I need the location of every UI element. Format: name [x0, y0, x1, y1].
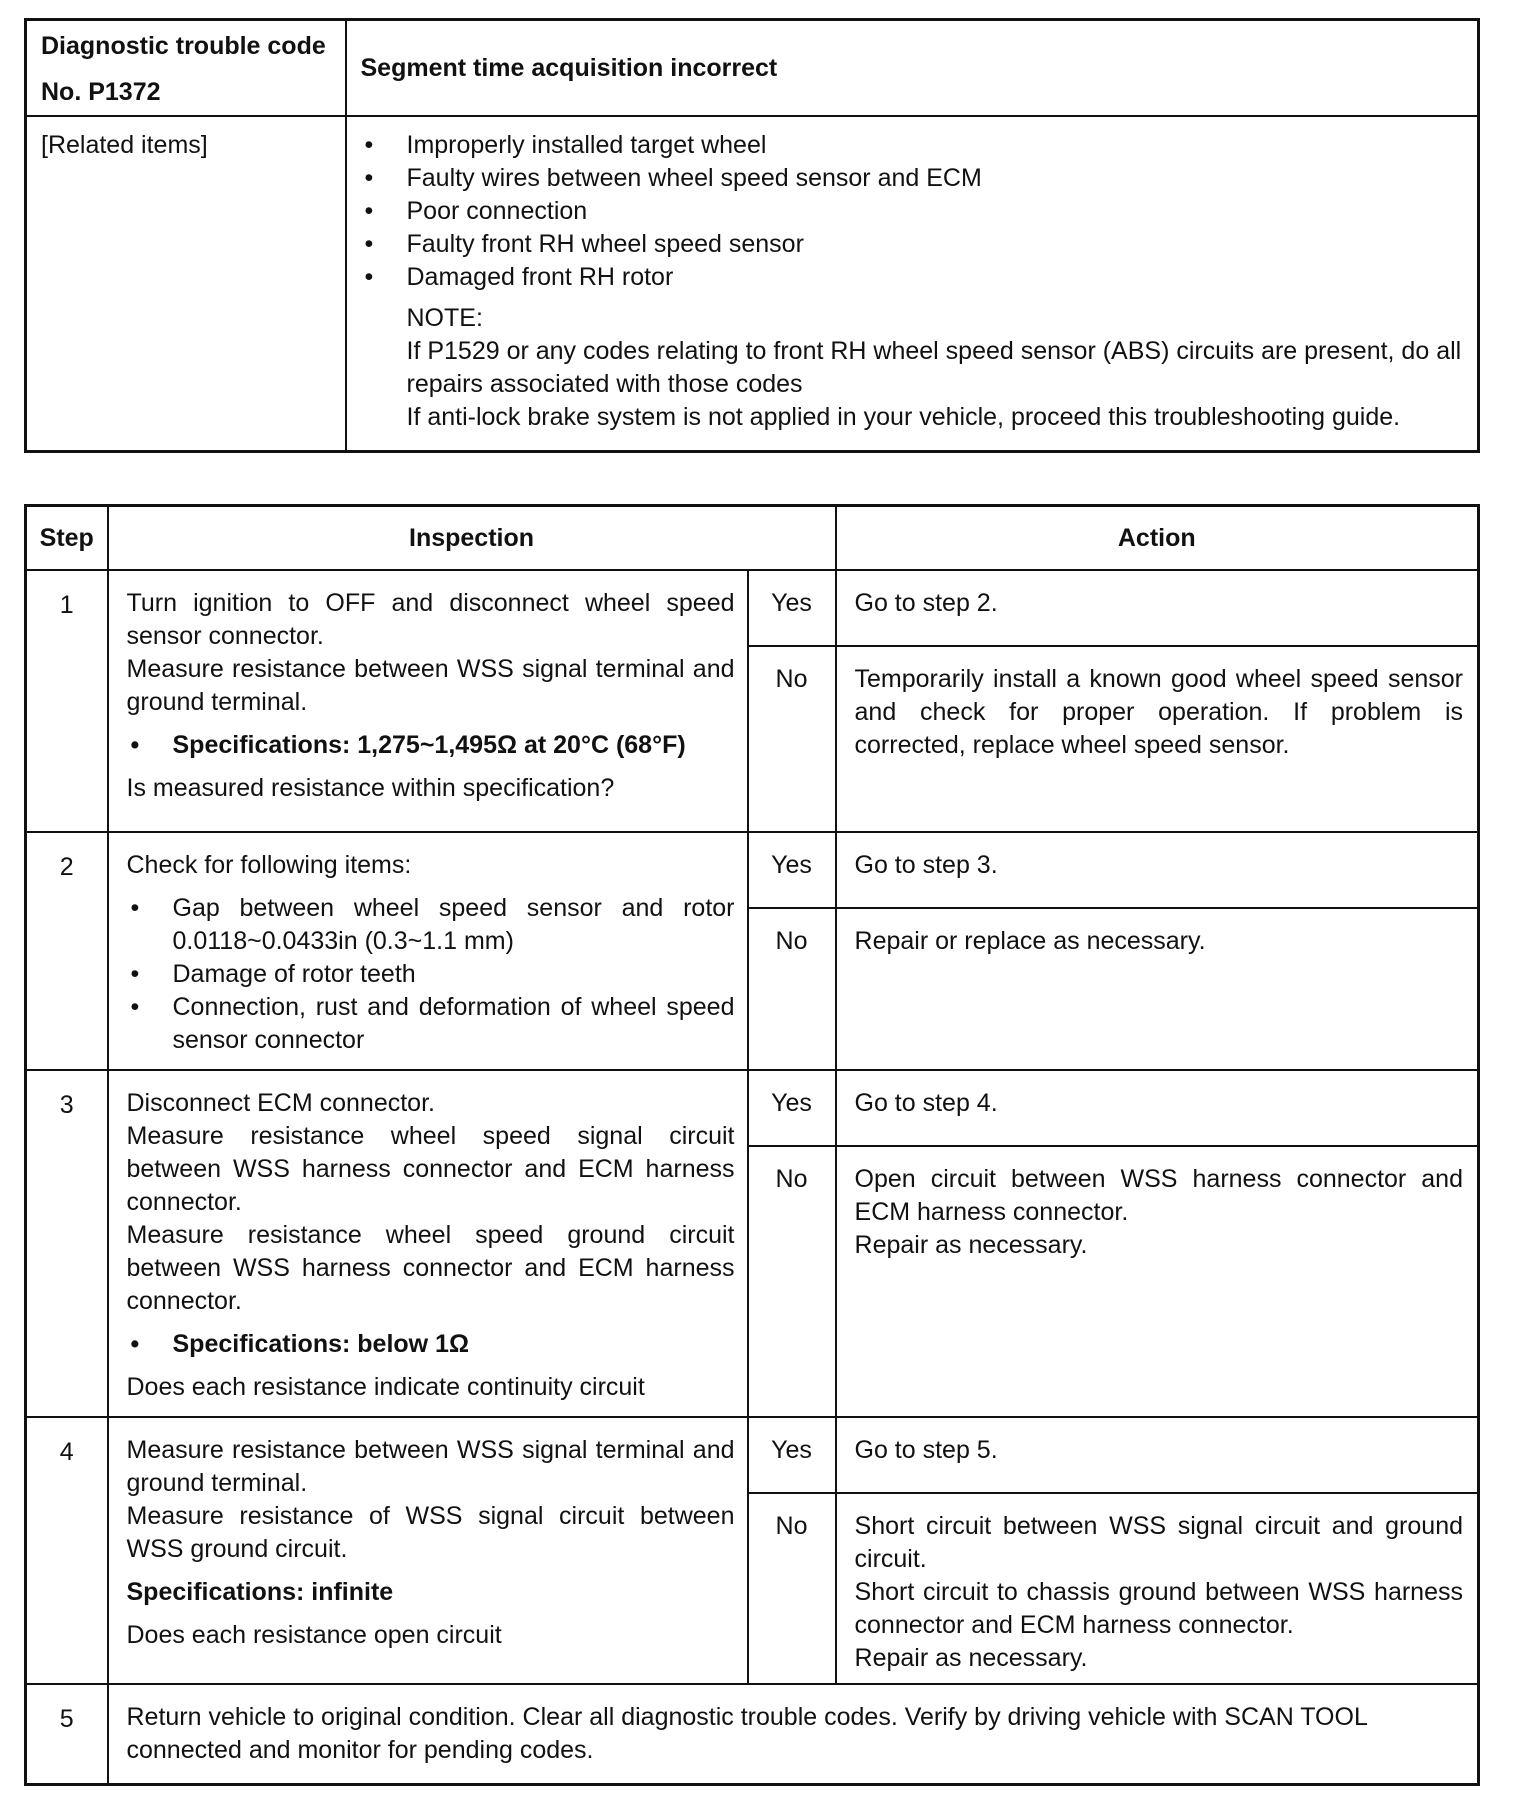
no-action: Temporarily install a known good wheel speed sensor and check for proper operation. If problem is corrected, replace wheel speed sensor.: [836, 646, 1479, 832]
no-action-line: Repair as necessary.: [854, 1644, 1088, 1672]
inspection-line: Check for following items:: [126, 851, 412, 879]
troubleshooting-steps-table: [24, 504, 1480, 1786]
yes-action: Go to step 5.: [836, 1417, 1479, 1493]
check-item: • Gap between wheel speed sensor and rotor 0.0118~0.0433in (0.3~1.1 mm): [127, 892, 735, 958]
table-row: [26, 1070, 1479, 1146]
related-item: • Faulty front RH wheel speed sensor: [361, 228, 1464, 261]
final-step-text: Return vehicle to original condition. Clear all diagnostic trouble codes. Verify by driving vehicle with SCAN TOOL connected and monitor for pending codes.: [108, 1684, 1479, 1785]
note-title: NOTE:: [406, 304, 483, 332]
step-number: 5: [26, 1684, 108, 1785]
yes-action: Go to step 2.: [836, 570, 1479, 646]
check-items-list: [127, 892, 735, 1057]
yes-label: Yes: [748, 1417, 836, 1493]
specification: • Specifications: below 1Ω: [127, 1328, 735, 1361]
specification: • Specifications: 1,275~1,495Ω at 20°C (68°F): [127, 729, 735, 762]
step-number: 3: [26, 1070, 108, 1417]
inspection-question: Does each resistance indicate continuity circuit: [126, 1373, 645, 1401]
no-label: No: [748, 1146, 836, 1417]
check-item: • Connection, rust and deformation of wheel speed sensor connector: [127, 991, 735, 1057]
yes-action: Go to step 4.: [836, 1070, 1479, 1146]
inspection-cell: [108, 1070, 748, 1417]
table-row: [26, 1684, 1479, 1785]
inspection-cell: [108, 570, 748, 832]
no-label: No: [748, 908, 836, 1070]
table-row: [26, 832, 1479, 908]
no-action-cell: [836, 1493, 1479, 1684]
inspection-question: Is measured resistance within specification?: [126, 774, 615, 802]
specification: Specifications: infinite: [126, 1578, 394, 1606]
no-action-line: Open circuit between WSS harness connector and ECM harness connector.: [854, 1165, 1463, 1226]
table-header-row: [26, 506, 1479, 571]
inspection-line: Turn ignition to OFF and disconnect wheel speed sensor connector.: [126, 589, 735, 650]
note-line: If anti-lock brake system is not applied in your vehicle, proceed this troubleshooting guide.: [406, 403, 1401, 431]
table-row: [26, 570, 1479, 646]
related-item: • Faulty wires between wheel speed sensor and ECM: [361, 162, 1464, 195]
yes-label: Yes: [748, 832, 836, 908]
check-item: • Damage of rotor teeth: [127, 958, 735, 991]
dtc-code-number: No. P1372: [41, 78, 161, 106]
no-action-line: Short circuit to chassis ground between WSS harness connector and ECM harness connector.: [854, 1578, 1463, 1639]
step-number: 4: [26, 1417, 108, 1684]
related-item: • Improperly installed target wheel: [361, 129, 1464, 162]
yes-label: Yes: [748, 570, 836, 646]
inspection-line: Measure resistance between WSS signal terminal and ground terminal.: [126, 655, 735, 716]
inspection-line: Measure resistance of WSS signal circuit between WSS ground circuit.: [126, 1502, 735, 1563]
related-items-label: [Related items]: [26, 116, 346, 452]
step-number: 1: [26, 570, 108, 832]
inspection-cell: [108, 832, 748, 1070]
no-action-cell: [836, 1146, 1479, 1417]
related-item: • Poor connection: [361, 195, 1464, 228]
action-header: Action: [836, 506, 1479, 571]
inspection-question: Does each resistance open circuit: [126, 1621, 502, 1649]
related-item: • Damaged front RH rotor: [361, 261, 1464, 294]
dtc-header-table: [24, 18, 1480, 453]
dtc-code-cell: [26, 20, 346, 117]
no-label: No: [748, 646, 836, 832]
inspection-line: Measure resistance wheel speed signal circuit between WSS harness connector and ECM harness connector.: [126, 1122, 735, 1216]
note-line: If P1529 or any codes relating to front RH wheel speed sensor (ABS) circuits are present, do all repairs associated with those codes: [406, 337, 1462, 398]
spec-list: [127, 1328, 735, 1361]
yes-label: Yes: [748, 1070, 836, 1146]
inspection-line: Measure resistance wheel speed ground circuit between WSS harness connector and ECM harness connector.: [126, 1221, 735, 1315]
inspection-line: Measure resistance between WSS signal terminal and ground terminal.: [126, 1436, 735, 1497]
no-action-line: Short circuit between WSS signal circuit and ground circuit.: [854, 1512, 1463, 1573]
dtc-code-label: Diagnostic trouble code: [41, 32, 326, 60]
no-label: No: [748, 1493, 836, 1684]
inspection-cell: [108, 1417, 748, 1684]
step-number: 2: [26, 832, 108, 1070]
step-header: Step: [26, 506, 108, 571]
inspection-header: Inspection: [108, 506, 836, 571]
related-items-cell: [346, 116, 1479, 452]
dtc-title: Segment time acquisition incorrect: [346, 20, 1479, 117]
spec-list: [127, 729, 735, 762]
related-items-list: [361, 129, 1464, 294]
no-action-line: Repair as necessary.: [854, 1231, 1088, 1259]
yes-action: Go to step 3.: [836, 832, 1479, 908]
table-row: [26, 1417, 1479, 1493]
note-block: [361, 302, 1464, 434]
inspection-line: Disconnect ECM connector.: [126, 1089, 435, 1117]
no-action: Repair or replace as necessary.: [836, 908, 1479, 1070]
